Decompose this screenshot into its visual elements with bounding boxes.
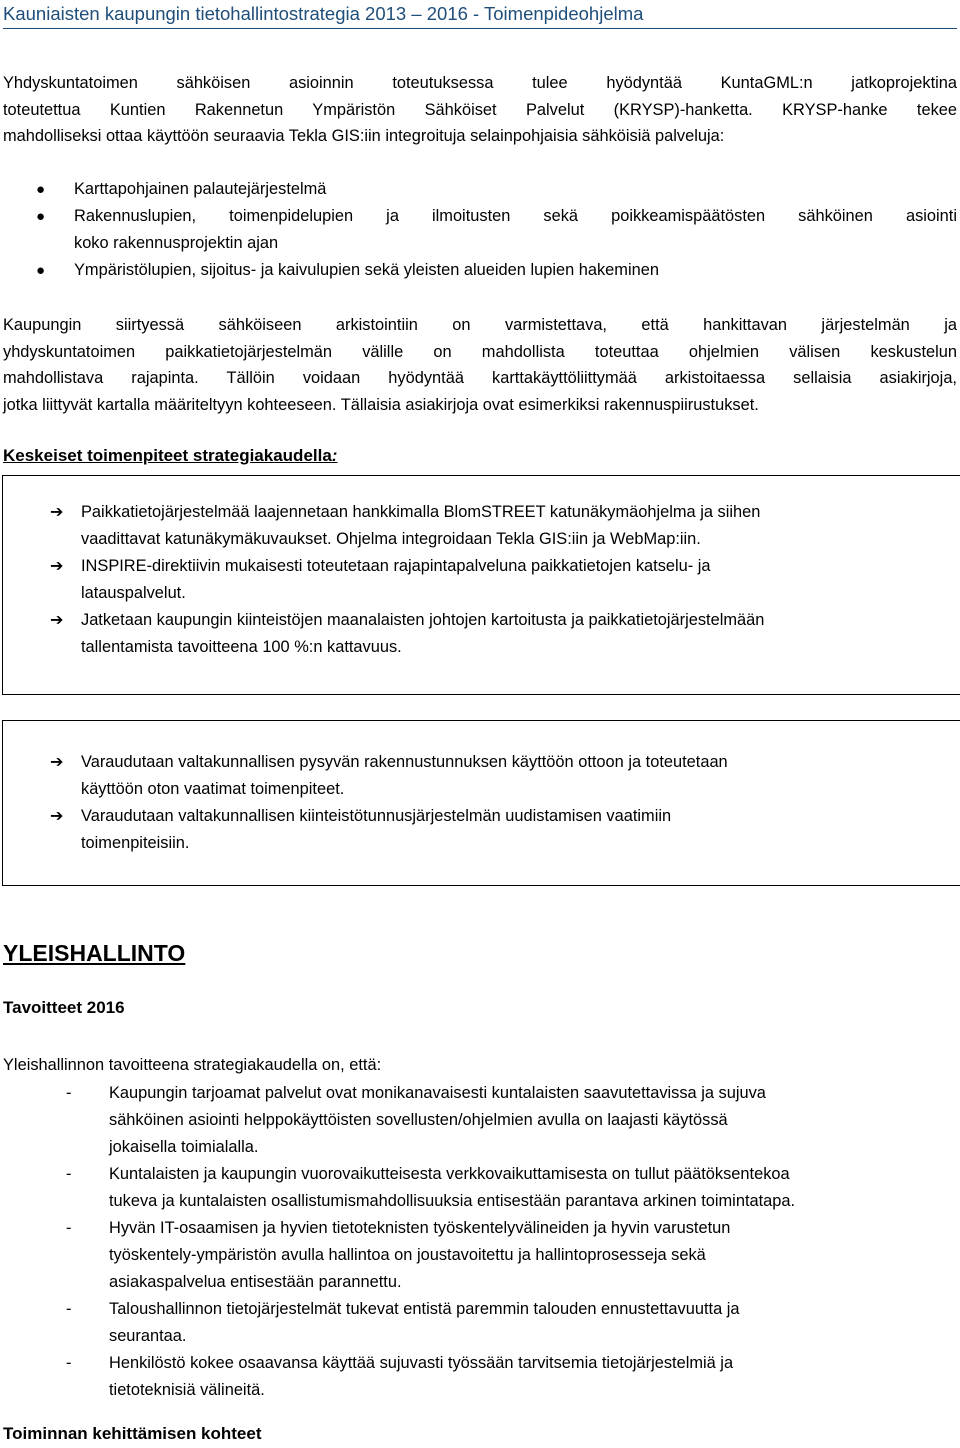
list-item (50, 803, 900, 857)
list-item (50, 607, 920, 661)
dash-icon: - (66, 1219, 72, 1237)
next-section-heading: Toiminnan kehittämisen kohteet (3, 1424, 262, 1443)
archive-line: jotka liittyvät kartalla määriteltyyn kohteeseen. Tällaisia asiakirjoja ovat esimerkiksi rakennuspiirustukset. (3, 395, 759, 414)
goals-list (66, 1080, 958, 1404)
list-item-line: koko rakennusprojektin ajan (74, 234, 279, 252)
list-item (50, 749, 900, 803)
dash-icon: - (66, 1084, 72, 1102)
list-item (66, 1080, 958, 1161)
list-item-line: INSPIRE-direktiivin mukaisesti toteutetaan rajapintapalveluna paikkatietojen katselu- ja (81, 557, 711, 575)
list-item-line: latauspalvelut. (81, 584, 186, 602)
arrow-right-icon: ➔ (50, 808, 64, 825)
list-item-line: käyttöön oton vaatimat toimenpiteet. (81, 780, 345, 798)
goals-title: Tavoitteet 2016 (3, 998, 125, 1017)
list-item-line: tietoteknisiä välineitä. (109, 1381, 265, 1399)
goals-intro: Yleishallinnon tavoitteena strategiakaudella on, että: (3, 1056, 382, 1074)
list-item-line: Jatketaan kaupungin kiinteistöjen maanalaisten johtojen kartoitusta ja paikkatietojärjestelmään (81, 611, 765, 629)
archive-line: mahdollistava rajapinta. Tällöin voidaan hyödyntää karttakäyttöliittymää arkistoitaessa sellaisia asiakirjoja, (3, 369, 957, 387)
list-item (0, 176, 957, 203)
archive-paragraph (3, 312, 957, 418)
list-item-line: työskentely-ympäristön avulla hallintoa on joustavoitettu ja hallintoprosesseja sekä (109, 1246, 706, 1264)
bullet-icon: ● (36, 208, 46, 225)
service-bullet-list (0, 176, 957, 284)
arrow-right-icon: ➔ (50, 612, 64, 629)
intro-line: Yhdyskuntatoimen sähköisen asioinnin toteutuksessa tulee hyödyntää KuntaGML:n jatkoprojektina (3, 74, 957, 92)
list-item-line: Karttapohjainen palautejärjestelmä (74, 180, 327, 198)
key-actions-heading-text: Keskeiset toimenpiteet strategiakaudella (3, 446, 332, 465)
list-item-line: Kuntalaisten ja kaupungin vuorovaikutteisesta verkkovaikuttamisesta on tullut päätöksentekoa (109, 1165, 790, 1183)
bullet-icon: ● (36, 181, 46, 198)
list-item-line: toimenpiteisiin. (81, 834, 190, 852)
list-item-line: Ympäristölupien, sijoitus- ja kaivulupien sekä yleisten alueiden lupien hakeminen (74, 261, 659, 279)
list-item-line: sähköinen asiointi helppokäyttöisten sovellusten/ohjelmien avulla on laajasti käytössä (109, 1111, 728, 1129)
list-item-line: asiakaspalvelua entisestään parannettu. (109, 1273, 402, 1291)
arrow-right-icon: ➔ (50, 754, 64, 771)
list-item-line: Kaupungin tarjoamat palvelut ovat monikanavaisesti kuntalaisten saavutettavissa ja sujuva (109, 1084, 766, 1102)
action-list-2 (50, 749, 900, 857)
list-item (66, 1215, 958, 1296)
list-item (66, 1296, 958, 1350)
document-header: Kauniaisten kaupungin tietohallintostrategia 2013 – 2016 - Toimenpideohjelma (3, 2, 957, 29)
list-item-line: Paikkatietojärjestelmää laajennetaan hankkimalla BlomSTREET katunäkymäohjelma ja siihen (81, 503, 761, 521)
list-item-line: seurantaa. (109, 1327, 187, 1345)
list-item (66, 1350, 958, 1404)
list-item (66, 1161, 958, 1215)
list-item (50, 553, 920, 607)
section-title: YLEISHALLINTO (3, 940, 186, 966)
list-item-line: Taloushallinnon tietojärjestelmät tukevat entistä paremmin talouden ennustettavuutta ja (109, 1300, 740, 1318)
dash-icon: - (66, 1165, 72, 1183)
list-item (50, 499, 920, 553)
arrow-right-icon: ➔ (50, 558, 64, 575)
intro-paragraph (3, 70, 957, 150)
archive-line: yhdyskuntatoimen paikkatietojärjestelmän välille on mahdollista toteuttaa ohjelmien välisen keskustelun (3, 342, 957, 361)
list-item-line: tallentamista tavoitteena 100 %:n kattavuus. (81, 638, 402, 656)
list-item (0, 203, 957, 257)
dash-icon: - (66, 1300, 72, 1318)
bullet-icon: ● (36, 262, 46, 279)
list-item-line: Hyvän IT-osaamisen ja hyvien tietoteknisten työskentelyvälineiden ja hyvin varustetun (109, 1219, 731, 1237)
archive-line: Kaupungin siirtyessä sähköiseen arkistointiin on varmistettava, että hankittavan järjestelmän ja (3, 316, 957, 334)
list-item-line: Varaudutaan valtakunnallisen kiinteistötunnusjärjestelmän uudistamisen vaatimiin (81, 807, 672, 825)
list-item-line: Henkilöstö kokee osaavansa käyttää sujuvasti työssään tarvitsemia tietojärjestelmiä ja (109, 1354, 734, 1372)
intro-line: toteutettua Kuntien Rakennetun Ympäristön Sähköiset Palvelut (KRYSP)-hanketta. KRYSP-hanke tekee (3, 100, 957, 119)
dash-icon: - (66, 1354, 72, 1372)
intro-line: mahdolliseksi ottaa käyttöön seuraavia Tekla GIS:iin integroituja selainpohjaisia sähköisiä palveluja: (3, 127, 725, 145)
list-item-line: Varaudutaan valtakunnallisen pysyvän rakennustunnuksen käyttöön ottoon ja toteutetaan (81, 753, 728, 771)
list-item-line: jokaisella toimialalla. (109, 1138, 259, 1156)
list-item-line: Rakennuslupien, toimenpidelupien ja ilmoitusten sekä poikkeamispäätösten sähköinen asiointi (74, 207, 957, 225)
action-list-1 (50, 499, 920, 661)
list-item-line: vaadittavat katunäkymäkuvaukset. Ohjelma integroidaan Tekla GIS:iin ja WebMap:iin. (81, 530, 701, 548)
key-actions-heading-suffix: : (331, 446, 338, 465)
list-item-line: tukeva ja kuntalaisten osallistumismahdollisuuksia entisestään parantava arkinen toimintatapa. (109, 1192, 796, 1210)
arrow-right-icon: ➔ (50, 504, 64, 521)
key-actions-heading (3, 446, 337, 466)
list-item (0, 257, 957, 284)
